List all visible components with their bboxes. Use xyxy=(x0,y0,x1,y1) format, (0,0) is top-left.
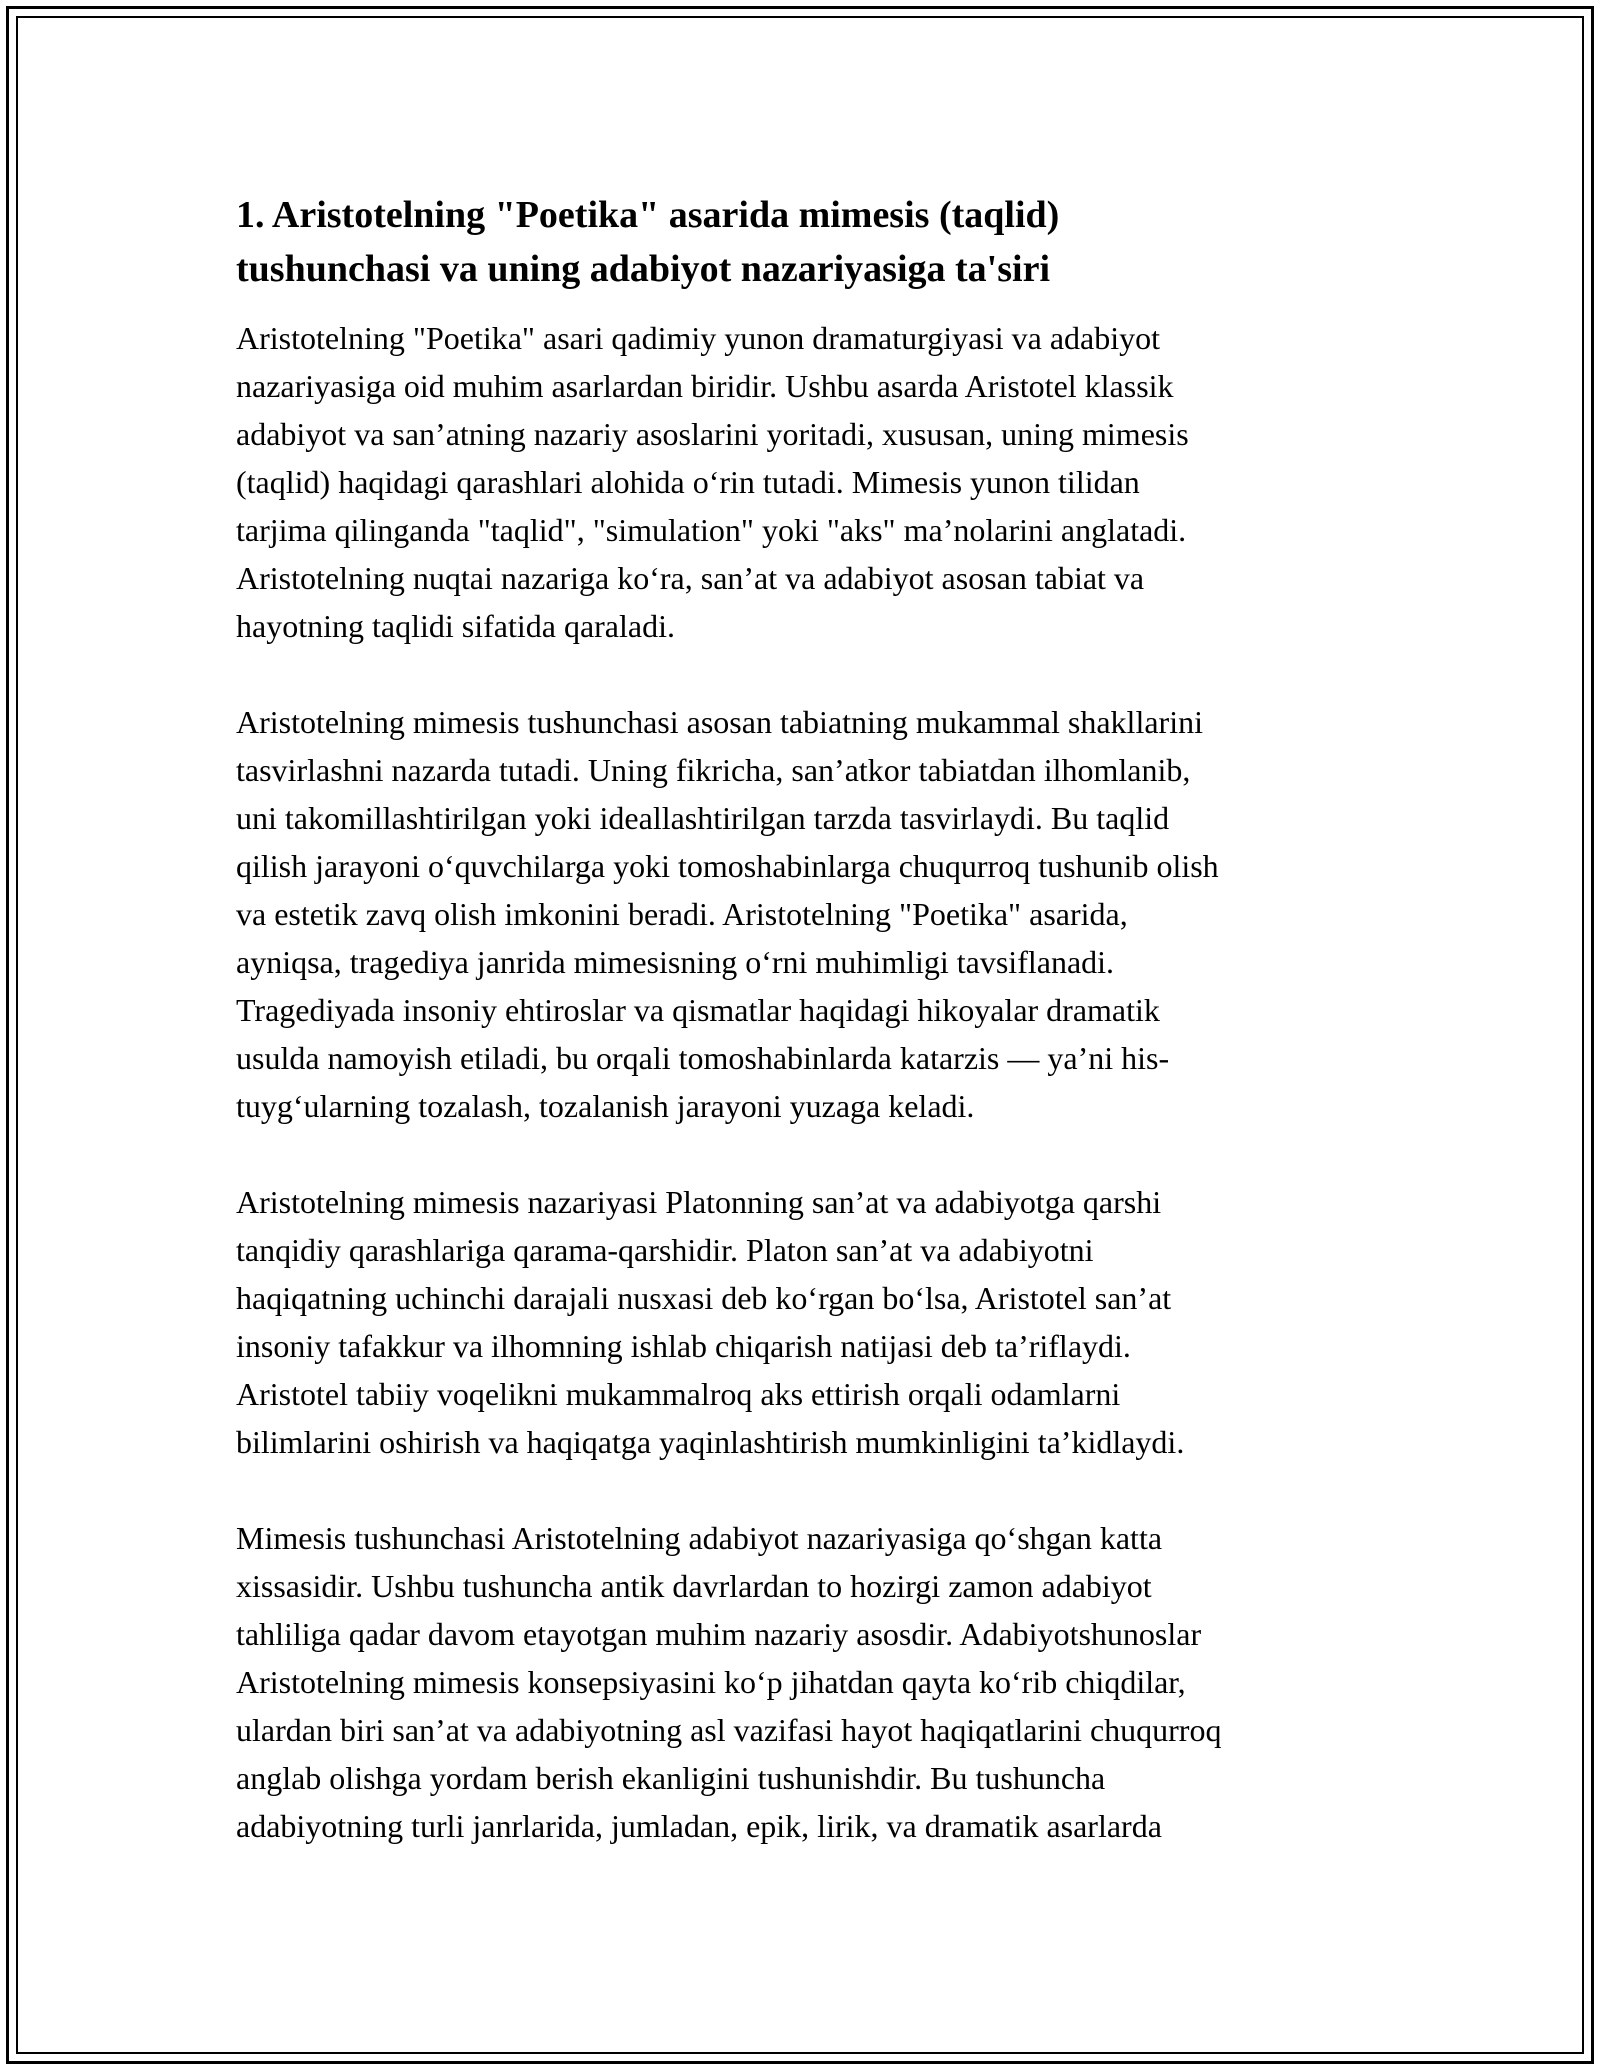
text-line: ulardan biri san’at va adabiyotning asl vazifasi hayot haqiqatlarini chuqurroq xyxy=(236,1712,1222,1748)
text-line: tahliliga qadar davom etayotgan muhim nazariy asosdir. Adabiyotshunoslar xyxy=(236,1616,1202,1652)
heading-line: tushunchasi va uning adabiyot nazariyasiga ta'siri xyxy=(236,248,1051,290)
text-line: anglab olishga yordam berish ekanligini tushunishdir. Bu tushuncha xyxy=(236,1760,1106,1796)
text-line: Aristotelning "Poetika" asari qadimiy yunon dramaturgiyasi va adabiyot xyxy=(236,320,1161,356)
heading-line: 1. Aristotelning "Poetika" asarida mimesis (taqlid) xyxy=(236,194,1060,236)
text-line: tanqidiy qarashlariga qarama-qarshidir. Platon san’at va adabiyotni xyxy=(236,1232,1094,1268)
text-line: Aristotelning mimesis tushunchasi asosan tabiatning mukammal shakllarini xyxy=(236,704,1203,740)
text-line: hayotning taqlidi sifatida qaraladi. xyxy=(236,608,675,644)
document-body xyxy=(236,188,1376,1898)
text-line: nazariyasiga oid muhim asarlardan biridir. Ushbu asarda Aristotel klassik xyxy=(236,368,1174,404)
paragraph-3 xyxy=(236,1178,1376,1466)
paragraph-2 xyxy=(236,698,1376,1130)
text-line: tasvirlashni nazarda tutadi. Uning fikricha, san’atkor tabiatdan ilhomlanib, xyxy=(236,752,1191,788)
paragraph-4 xyxy=(236,1514,1376,1850)
text-line: Aristotelning mimesis konsepsiyasini ko‘p jihatdan qayta ko‘rib chiqdilar, xyxy=(236,1664,1186,1700)
text-line: insoniy tafakkur va ilhomning ishlab chiqarish natijasi deb ta’riflaydi. xyxy=(236,1328,1131,1364)
text-line: haqiqatning uchinchi darajali nusxasi deb ko‘rgan bo‘lsa, Aristotel san’at xyxy=(236,1280,1172,1316)
text-line: uni takomillashtirilgan yoki ideallashtirilgan tarzda tasvirlaydi. Bu taqlid xyxy=(236,800,1170,836)
text-line: qilish jarayoni o‘quvchilarga yoki tomoshabinlarga chuqurroq tushunib olish xyxy=(236,848,1219,884)
text-line: ayniqsa, tragediya janrida mimesisning o‘rni muhimligi tavsiflanadi. xyxy=(236,944,1115,980)
text-line: tarjima qilinganda "taqlid", "simulation" yoki "aks" ma’nolarini anglatadi. xyxy=(236,512,1187,548)
text-line: Tragediyada insoniy ehtiroslar va qismatlar haqidagi hikoyalar dramatik xyxy=(236,992,1160,1028)
text-line: bilimlarini oshirish va haqiqatga yaqinlashtirish mumkinligini ta’kidlaydi. xyxy=(236,1424,1185,1460)
text-line: Aristotelning nuqtai nazariga ko‘ra, san’at va adabiyot asosan tabiat va xyxy=(236,560,1145,596)
text-line: adabiyot va san’atning nazariy asoslarini yoritadi, xususan, uning mimesis xyxy=(236,416,1189,452)
text-line: (taqlid) haqidagi qarashlari alohida o‘rin tutadi. Mimesis yunon tilidan xyxy=(236,464,1140,500)
text-line: va estetik zavq olish imkonini beradi. Aristotelning "Poetika" asarida, xyxy=(236,896,1128,932)
text-line: Aristotel tabiiy voqelikni mukammalroq aks ettirish orqali odamlarni xyxy=(236,1376,1121,1412)
section-heading xyxy=(236,188,1376,296)
text-line: Aristotelning mimesis nazariyasi Platonning san’at va adabiyotga qarshi xyxy=(236,1184,1162,1220)
text-line: usulda namoyish etiladi, bu orqali tomoshabinlarda katarzis — ya’ni his- xyxy=(236,1040,1170,1076)
paragraph-1 xyxy=(236,314,1376,650)
text-line: Mimesis tushunchasi Aristotelning adabiyot nazariyasiga qo‘shgan katta xyxy=(236,1520,1163,1556)
text-line: tuyg‘ularning tozalash, tozalanish jarayoni yuzaga keladi. xyxy=(236,1088,975,1124)
text-line: xissasidir. Ushbu tushuncha antik davrlardan to hozirgi zamon adabiyot xyxy=(236,1568,1152,1604)
text-line: adabiyotning turli janrlarida, jumladan, epik, lirik, va dramatik asarlarda xyxy=(236,1808,1162,1844)
